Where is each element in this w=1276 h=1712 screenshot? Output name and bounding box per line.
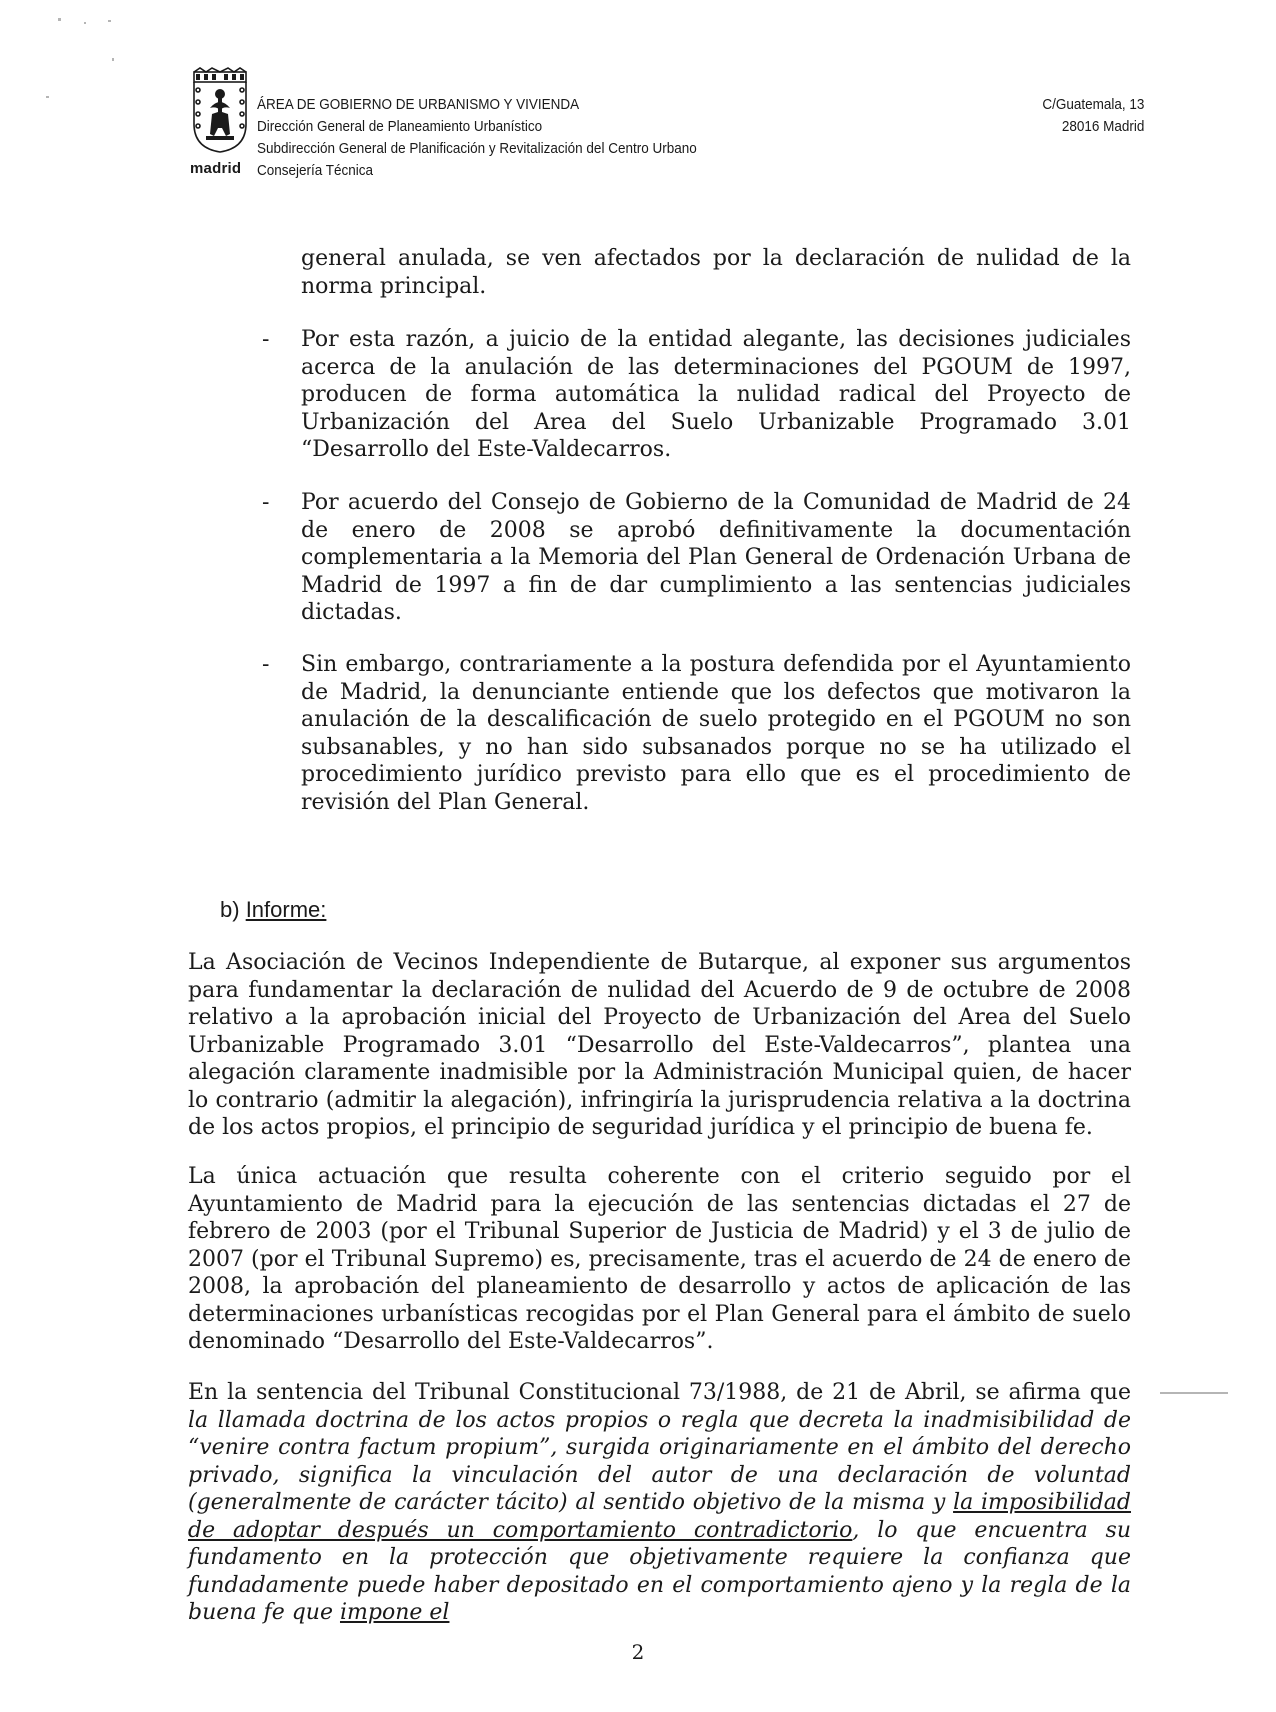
citation-quote-underlined: la imposibilidad de adoptar después un comportamiento contradictorio: [188, 1490, 1131, 1543]
scan-speck: [108, 20, 111, 22]
report-paragraph: La Asociación de Vecinos Independiente de Butarque, al exponer sus argumentos para fundamentar la declaración de nulidad del Acuerdo de 9 de octubre de 2008 relativo a la aprobación inicial del Proyecto de Urbanización del Area del Suelo Urbanizable Programado 3.01 “Desarrollo del Este-Valdecarros”, plantea una alegación claramente inadmisible por la Administración Municipal quien, de hacer lo contrario (admitir la alegación), infringiría la jurisprudencia relativa a la doctrina de los actos propios, el principio de seguridad jurídica y el principio de buena fe.: [188, 950, 1131, 1140]
madrid-coat-of-arms-icon: [188, 66, 252, 156]
header-department: [257, 94, 697, 182]
header-line-office: Consejería Técnica: [257, 162, 374, 179]
header-line-subdirection: Subdirección General de Planificación y Revitalización del Centro Urbano: [257, 140, 697, 157]
section-prefix: b): [220, 897, 240, 922]
scan-speck: [112, 58, 114, 61]
header-line-direction: Dirección General de Planeamiento Urbanístico: [257, 118, 543, 135]
header-street: C/Guatemala, 13: [1041, 96, 1144, 113]
bullet-dash: -: [262, 490, 270, 515]
header-address: [1042, 94, 1144, 138]
bullet-item: Por acuerdo del Consejo de Gobierno de la Comunidad de Madrid de 24 de enero de 2008 se aprobó definitivamente la documentación complementaria a la Memoria del Plan General de Ordenación Urbana de Madrid de 1997 a fin de dar cumplimiento a las sentencias judiciales dictadas.: [301, 490, 1131, 625]
bullet-dash: -: [262, 652, 270, 677]
header-postal-city: 28016 Madrid: [1061, 118, 1144, 135]
report-paragraph-citation: [188, 1379, 1131, 1627]
citation-lead: En la sentencia del Tribunal Constitucional 73/1988, de 21 de Abril, se afirma que: [188, 1380, 1131, 1405]
bullet-item: Sin embargo, contrariamente a la postura defendida por el Ayuntamiento de Madrid, la denunciante entiende que los defectos que motivaron la anulación de la descalificación de suelo protegido en el PGOUM no son subsanables, y no han sido subsanados porque no se ha utilizado el procedimiento jurídico previsto para ello que es el procedimiento de revisión del Plan General.: [301, 652, 1131, 815]
citation-quote: , lo que encuentra su fundamento en la protección que objetivamente requiere la confianza que fundadamente puede haber depositado en el comportamiento ajeno y la regla de la buena fe que: [188, 1517, 1132, 1625]
header-line-area: ÁREA DE GOBIERNO DE URBANISMO Y VIVIENDA: [257, 96, 580, 113]
citation-quote: la llamada doctrina de los actos propios o regla que decreta la inadmisibilidad de “venire contra factum propium”, surgida originariamente en el ámbito del derecho privado, significa la vinculación del autor de una declaración de voluntad (generalmente de carácter tácito) al sentido objetivo de la misma y: [188, 1407, 1131, 1515]
page-number: 2: [631, 1640, 645, 1664]
scan-speck: [58, 18, 61, 21]
scan-speck: [46, 96, 49, 98]
section-heading: [220, 896, 326, 923]
bullet-item: Por esta razón, a juicio de la entidad alegante, las decisiones judiciales acerca de la anulación de las determinaciones del PGOUM de 1997, producen de forma automática la nulidad radical del Proyecto de Urbanización del Area del Suelo Urbanizable Programado 3.01 “Desarrollo del Este-Valdecarros.: [301, 327, 1131, 462]
logo-wordmark: madrid: [190, 160, 242, 177]
citation-quote-underlined: impone el: [339, 1600, 450, 1625]
section-title: Informe:: [245, 897, 327, 922]
scan-speck: [1160, 1392, 1228, 1394]
scan-speck: [84, 22, 86, 24]
continuation-paragraph: general anulada, se ven afectados por la declaración de nulidad de la norma principal.: [301, 246, 1131, 299]
bullet-dash: -: [262, 327, 270, 352]
report-paragraph: La única actuación que resulta coherente con el criterio seguido por el Ayuntamiento de Madrid para la ejecución de las sentencias dictadas el 27 de febrero de 2003 (por el Tribunal Superior de Justicia de Madrid) y el 3 de julio de 2007 (por el Tribunal Supremo) es, precisamente, tras el acuerdo de 24 de enero de 2008, la aprobación del planeamiento de desarrollo y actos de aplicación de las determinaciones urbanísticas recogidas por el Plan General para el ámbito de suelo denominado “Desarrollo del Este-Valdecarros”.: [188, 1164, 1131, 1354]
